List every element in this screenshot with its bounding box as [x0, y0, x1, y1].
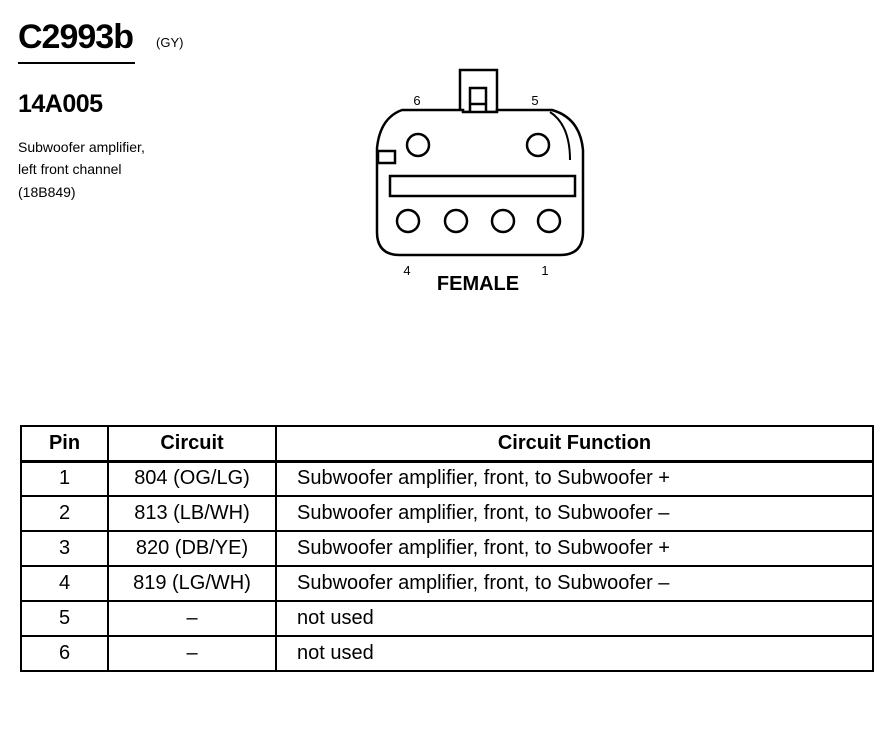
pin-cell: 4	[21, 566, 108, 601]
table-header-row	[21, 426, 873, 461]
table-row	[21, 461, 873, 496]
table-row	[21, 601, 873, 636]
table-row	[21, 566, 873, 601]
function-cell: not used	[276, 636, 873, 671]
function-cell: Subwoofer amplifier, front, to Subwoofer –	[276, 566, 873, 601]
connector-color: (GY)	[156, 35, 184, 50]
pin-label-6: 6	[413, 93, 421, 108]
function-cell: Subwoofer amplifier, front, to Subwoofer +	[276, 461, 873, 496]
pin-cell: 2	[21, 496, 108, 531]
header-pin: Pin	[21, 426, 108, 461]
pin-cavity-3	[445, 210, 467, 232]
table-row	[21, 636, 873, 671]
function-cell: not used	[276, 601, 873, 636]
circuit-cell: 813 (LB/WH)	[108, 496, 276, 531]
table-row	[21, 531, 873, 566]
gender-label: FEMALE	[436, 273, 520, 295]
key-notch	[378, 151, 395, 163]
pin-cavity-6	[407, 134, 429, 156]
pin-cavity-5	[527, 134, 549, 156]
function-cell: Subwoofer amplifier, front, to Subwoofer +	[276, 531, 873, 566]
connector-face-diagram	[360, 60, 620, 310]
pin-label-4: 4	[403, 263, 411, 278]
pin-cavity-2	[492, 210, 514, 232]
circuit-cell: 804 (OG/LG)	[108, 461, 276, 496]
pin-cavity-1	[538, 210, 560, 232]
pin-cell: 5	[21, 601, 108, 636]
pin-cell: 6	[21, 636, 108, 671]
header-circuit-function: Circuit Function	[276, 426, 873, 461]
circuit-cell: –	[108, 601, 276, 636]
description-line-3: (18B849)	[18, 184, 76, 200]
circuit-cell: 819 (LG/WH)	[108, 566, 276, 601]
pin-label-5: 5	[531, 93, 539, 108]
circuit-cell: 820 (DB/YE)	[108, 531, 276, 566]
pin-label-1: 1	[541, 263, 549, 278]
pin-table	[20, 425, 874, 672]
table-row	[21, 496, 873, 531]
pin-cell: 3	[21, 531, 108, 566]
title-underline	[18, 62, 135, 64]
part-number: 14A005	[18, 90, 103, 118]
pin-cell: 1	[21, 461, 108, 496]
center-slot	[390, 176, 575, 196]
circuit-cell: –	[108, 636, 276, 671]
header-circuit: Circuit	[108, 426, 276, 461]
description-line-1: Subwoofer amplifier,	[18, 139, 145, 155]
pin-cavity-4	[397, 210, 419, 232]
connector-id: C2993b	[18, 18, 133, 56]
description-line-2: left front channel	[18, 161, 122, 177]
function-cell: Subwoofer amplifier, front, to Subwoofer –	[276, 496, 873, 531]
